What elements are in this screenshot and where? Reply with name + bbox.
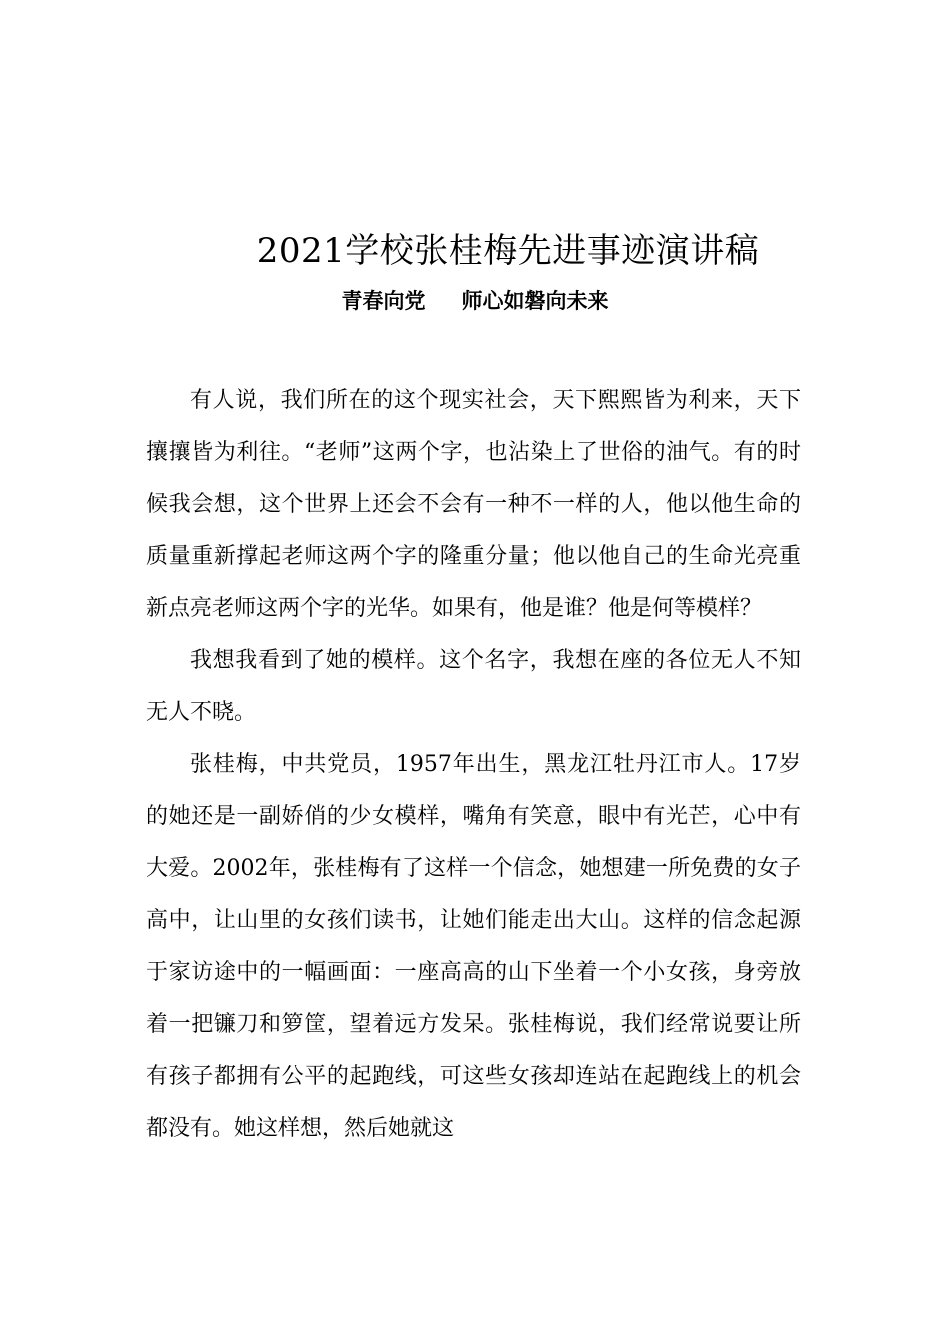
document-subtitle — [0, 283, 950, 319]
paragraph-3: 张桂梅，中共党员，1957年出生，黑龙江牡丹江市人。17岁的她还是一副娇俏的少女模样，嘴角有笑意，眼中有光芒，心中有大爱。2002年，张桂梅有了这样一个信念，她想建一所免费的女子高中，让山里的女孩们读书，让她们能走出大山。这样的信念起源于家访途中的一幅画面：一座高高的山下坐着一个小女孩，身旁放着一把镰刀和箩筐，望着远方发呆。张桂梅说，我们经常说要让所有孩子都拥有公平的起跑线，可这些女孩却连站在起跑线上的机会都没有。她这样想，然后她就这 — [146, 752, 801, 1141]
paragraph-1: 有人说，我们所在的这个现实社会，天下熙熙皆为利来，天下攘攘皆为利往。“老师”这两个字，也沾染上了世俗的油气。有的时候我会想，这个世界上还会不会有一种不一样的人，他以他生命的质量重新撑起老师这两个字的隆重分量；他以他自己的生命光亮重新点亮老师这两个字的光华。如果有，他是谁？他是何等模样？ — [146, 388, 801, 621]
paragraph-2: 我想我看到了她的模样。这个名字，我想在座的各位无人不知无人不晓。 — [146, 648, 801, 725]
subtitle-part-2: 师心如磐向未来 — [461, 289, 609, 313]
subtitle-part-1: 青春向党 — [341, 289, 426, 313]
document-title: 2021学校张桂梅先进事迹演讲稿 — [256, 231, 760, 271]
document-body — [146, 375, 801, 1155]
